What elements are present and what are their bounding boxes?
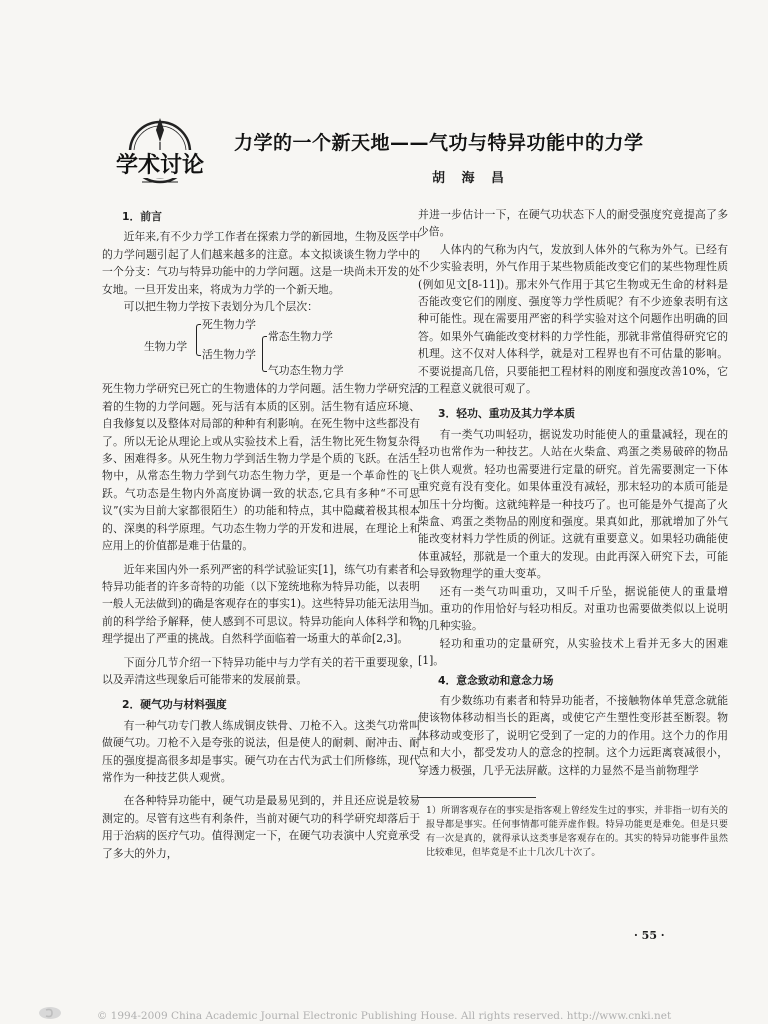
right-column xyxy=(418,206,728,860)
paragraph: 在各种特异功能中，硬气功是最易见到的，并且还应说是较易测定的。尽管有这些有利条件，当前对硬气功的科学研究却落后于用于治病的医疗气功。值得测定一下，在硬气功表演中人究竟承受了多大的外力， xyxy=(102,794,420,860)
academic-discussion-logo xyxy=(112,112,220,208)
author-name: 胡 海 昌 xyxy=(432,171,511,186)
paragraph: 轻功和重功的定量研究，从实验技术上看并无多大的困难[1]。 xyxy=(418,636,728,668)
footnote: 1）所谓客观存在的事实是指客观上曾经发生过的事实，并非指一切有关的报导都是事实。任何事情都可能弄虚作假。特异功能更是难免。但是只要有一次是真的，就得承认这类事是客观存在的。其实的特异功能事件虽然比较难见，但毕竟是不止十几次几十次了。 xyxy=(426,805,728,858)
tree-node-normal: 常态生物力学 xyxy=(268,330,333,344)
paragraph: 下面分几节介绍一下特异功能中与力学有关的若干重要现象，以及弄清这些现象后可能带来的发展前景。 xyxy=(102,655,420,686)
tree-node-qigong: 气功态生物力学 xyxy=(268,364,344,378)
copyright-watermark: © 1994-2009 China Academic Journal Electronic Publishing House. All rights reserved. http://www.cnki.net xyxy=(96,1010,672,1022)
biomechanics-classification-tree xyxy=(102,318,420,376)
tree-node-dead: 死生物力学 xyxy=(202,318,256,332)
paragraph: 还有一类气功叫重功，又叫千斤坠，据说能使人的重量增加。重功的作用恰好与轻功相反。对重功也需要做类似以上说明的几种实验。 xyxy=(418,584,728,633)
paragraph: 并进一步估计一下，在硬气功状态下人的耐受强度究竟提高了多少倍。 xyxy=(418,208,728,239)
paragraph: 死生物力学研究已死亡的生物遗体的力学问题。活生物力学研究活着的生物的力学问题。死与活有本质的区别。活生物有适应环境、自我修复以及整体对局部的种种有利影响。在死生物中这些都没有了。所以无论从理论上或从实验技术上看，活生物比死生物复杂得多、困难得多。从死生物力学到活生物力学是个质的飞跃。在活生物中，从常态生物力学到气功态生物力学，更是一个革命性的飞跃。气功态是生物内外高度协调一致的状态,它具有多种“不可思议”(实为目前大家都很陌生）的功能和特点，其中隐藏着极其根本的、深奥的科学原理。气功态生物力学的开发和进展，在理论上和应用上的价值都是难于估量的。 xyxy=(102,382,420,553)
logo-text: 学术讨论 xyxy=(116,153,205,178)
page-number: · 55 · xyxy=(634,929,665,942)
tree-brace xyxy=(196,324,201,356)
tree-brace xyxy=(262,336,267,372)
tree-root: 生物力学 xyxy=(144,340,188,354)
section-heading: 3．轻功、重功及其力学本质 xyxy=(438,407,576,421)
article-title: 力学的一个新天地——气功与特异功能中的力学 xyxy=(234,132,644,154)
tree-node-live: 活生物力学 xyxy=(202,348,256,362)
paragraph: 有少数练功有素者和特异功能者，不接触物体单凭意念就能使该物体移动相当长的距离，或使它产生塑性变形甚至断裂。物体移动或变形了，说明它受到了一定的力的作用。这个力的作用点和大小，都受发功人的意念的控制。这个力远距离衰减很小，穿透力极强，几乎无法屏蔽。这样的力显然不是当前物理学 xyxy=(418,693,728,777)
left-column xyxy=(102,206,420,862)
section-heading: 1．前言 xyxy=(122,210,162,223)
section-heading: 4．意念致动和意念力场 xyxy=(438,673,554,687)
paragraph: 近年来国内外一系列严密的科学试验证实[1]，练气功有素者和特异功能者的许多奇特的功能（以下笼统地称为特异功能，以表明一般人无法做到)的确是客观存在的事实1)。这些特异功能无法用当前的科学给予解释，使人感到不可思议。特异功能向人体科学和物理学提出了严重的挑战。自然科学面临着一场重大的革命[2,3]。 xyxy=(102,562,420,646)
paragraph: 可以把生物力学按下表划分为几个层次： xyxy=(123,300,318,314)
paragraph: 近年来,有不少力学工作者在探索力学的新园地，生物及医学中的力学问题引起了人们越来越多的注意。本文拟谈谈生物力学中的一个分支：气功与特异功能中的力学问题。这是一块尚未开发的处女地。一旦开发出来，将成为力学的一个新天地。 xyxy=(102,230,420,296)
section-heading: 2．硬气功与材料强度 xyxy=(122,698,227,712)
paragraph: 有一种气功专门教人练成铜皮铁骨、刀枪不入。这类气功常叫做硬气功。刀枪不入是夸张的说法，但是使人的耐刺、耐冲击、耐压的强度提高很多却是事实。硬气功在古代为武士们所修练，现代常作为一种技艺供人观赏。 xyxy=(102,718,420,784)
paragraph: 有一类气功叫轻功，据说发功时能使人的重量减轻，现在的轻功也常作为一种技艺。人站在火柴盒、鸡蛋之类易破碎的物品上供人观赏。轻功也需要进行定量的研究。首先需要测定一下体重究竟有没有变化。如果体重没有减轻，那末轻功的本质可能是加压十分均衡。这就纯粹是一种技巧了。也可能是外气提高了火柴盒、鸡蛋之类物品的刚度和强度。果真如此，那就增加了外气能改变材料力学性质的例证。这就有重要意义。如果轻功确能使体重减轻，那就是一个重大的发现。由此再深入研究下去，可能会导致物理学的重大变革。 xyxy=(418,427,728,581)
footnote-rule xyxy=(418,797,536,798)
paragraph: 人体内的气称为内气，发放到人体外的气称为外气。已经有不少实验表明，外气作用于某些物质能改变它们的某些物理性质(例如见文[8-11])。那末外气作用于其它生物或无生命的材料是否能改变它们的刚度、强度等力学性质呢？有不少迹象表明有这种可能性。现在需要用严密的科学实验对这个问题作出明确的回答。如果外气确能改变材料的力学性能，那就非常值得研究它的机理。这不仅对人体科学，就是对工程界也有不可估量的影响。不要说提高几倍，只要能把工程材料的刚度和强度改善10%，它的工程意义就很可观了。 xyxy=(418,242,728,396)
